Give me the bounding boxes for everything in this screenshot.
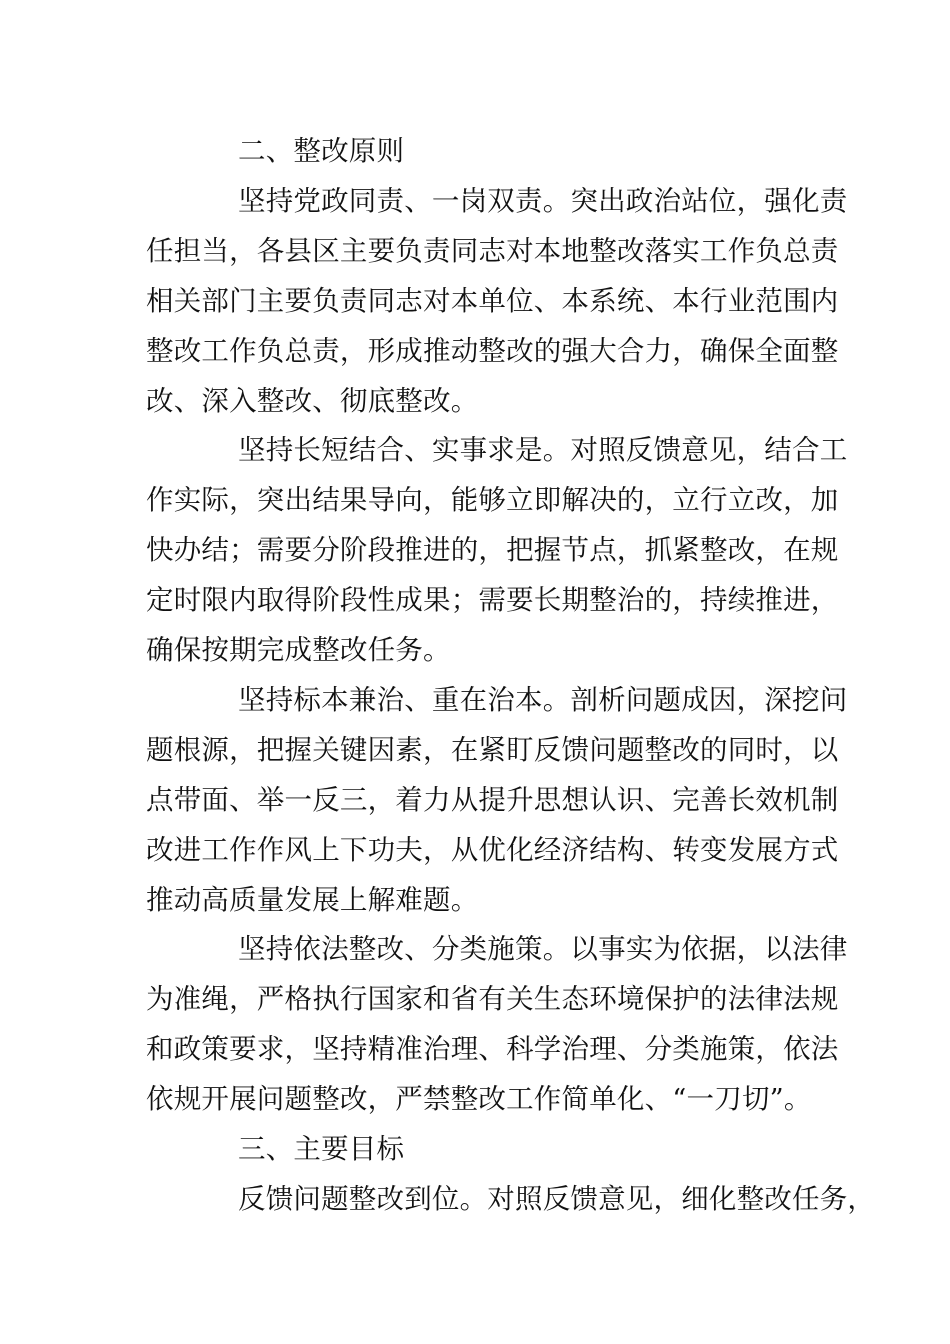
paragraph-line: 为准绳，严格执行国家和省有关生态环境保护的法律法规 (146, 983, 839, 1015)
paragraph-line: 坚持党政同责、一岗双责。突出政治站位，强化责 (238, 185, 848, 217)
paragraph-line: 相关部门主要负责同志对本单位、本系统、本行业范围内 (146, 285, 839, 317)
section-heading-principles: 二、整改原则 (238, 135, 405, 167)
paragraph-line: 定时限内取得阶段性成果；需要长期整治的，持续推进， (146, 584, 839, 616)
section-heading-goals: 三、主要目标 (238, 1133, 405, 1165)
paragraph-line: 改、深入整改、彻底整改。 (146, 385, 479, 417)
paragraph-line: 整改工作负总责，形成推动整改的强大合力，确保全面整 (146, 335, 839, 367)
paragraph-line: 反馈问题整改到位。对照反馈意见，细化整改任务， (238, 1183, 876, 1215)
paragraph-line: 改进工作作风上下功夫，从优化经济结构、转变发展方式 (146, 834, 839, 866)
paragraph-line: 点带面、举一反三，着力从提升思想认识、完善长效机制 (146, 784, 839, 816)
paragraph-line: 任担当，各县区主要负责同志对本地整改落实工作负总责 (146, 235, 839, 267)
paragraph-line: 快办结；需要分阶段推进的，把握节点，抓紧整改，在规 (146, 534, 839, 566)
paragraph-line: 确保按期完成整改任务。 (146, 634, 451, 666)
paragraph-line: 推动高质量发展上解难题。 (146, 884, 479, 916)
paragraph-line: 作实际，突出结果导向，能够立即解决的，立行立改，加 (146, 484, 839, 516)
paragraph-line: 坚持长短结合、实事求是。对照反馈意见，结合工 (238, 434, 848, 466)
paragraph-line: 坚持标本兼治、重在治本。剖析问题成因，深挖问 (238, 684, 848, 716)
paragraph-line: 题根源，把握关键因素，在紧盯反馈问题整改的同时，以 (146, 734, 839, 766)
paragraph-line: 依规开展问题整改，严禁整改工作简单化、“一刀切”。 (146, 1083, 812, 1115)
paragraph-line: 坚持依法整改、分类施策。以事实为依据，以法律 (238, 933, 848, 965)
paragraph-line: 和政策要求，坚持精准治理、科学治理、分类施策，依法 (146, 1033, 839, 1065)
